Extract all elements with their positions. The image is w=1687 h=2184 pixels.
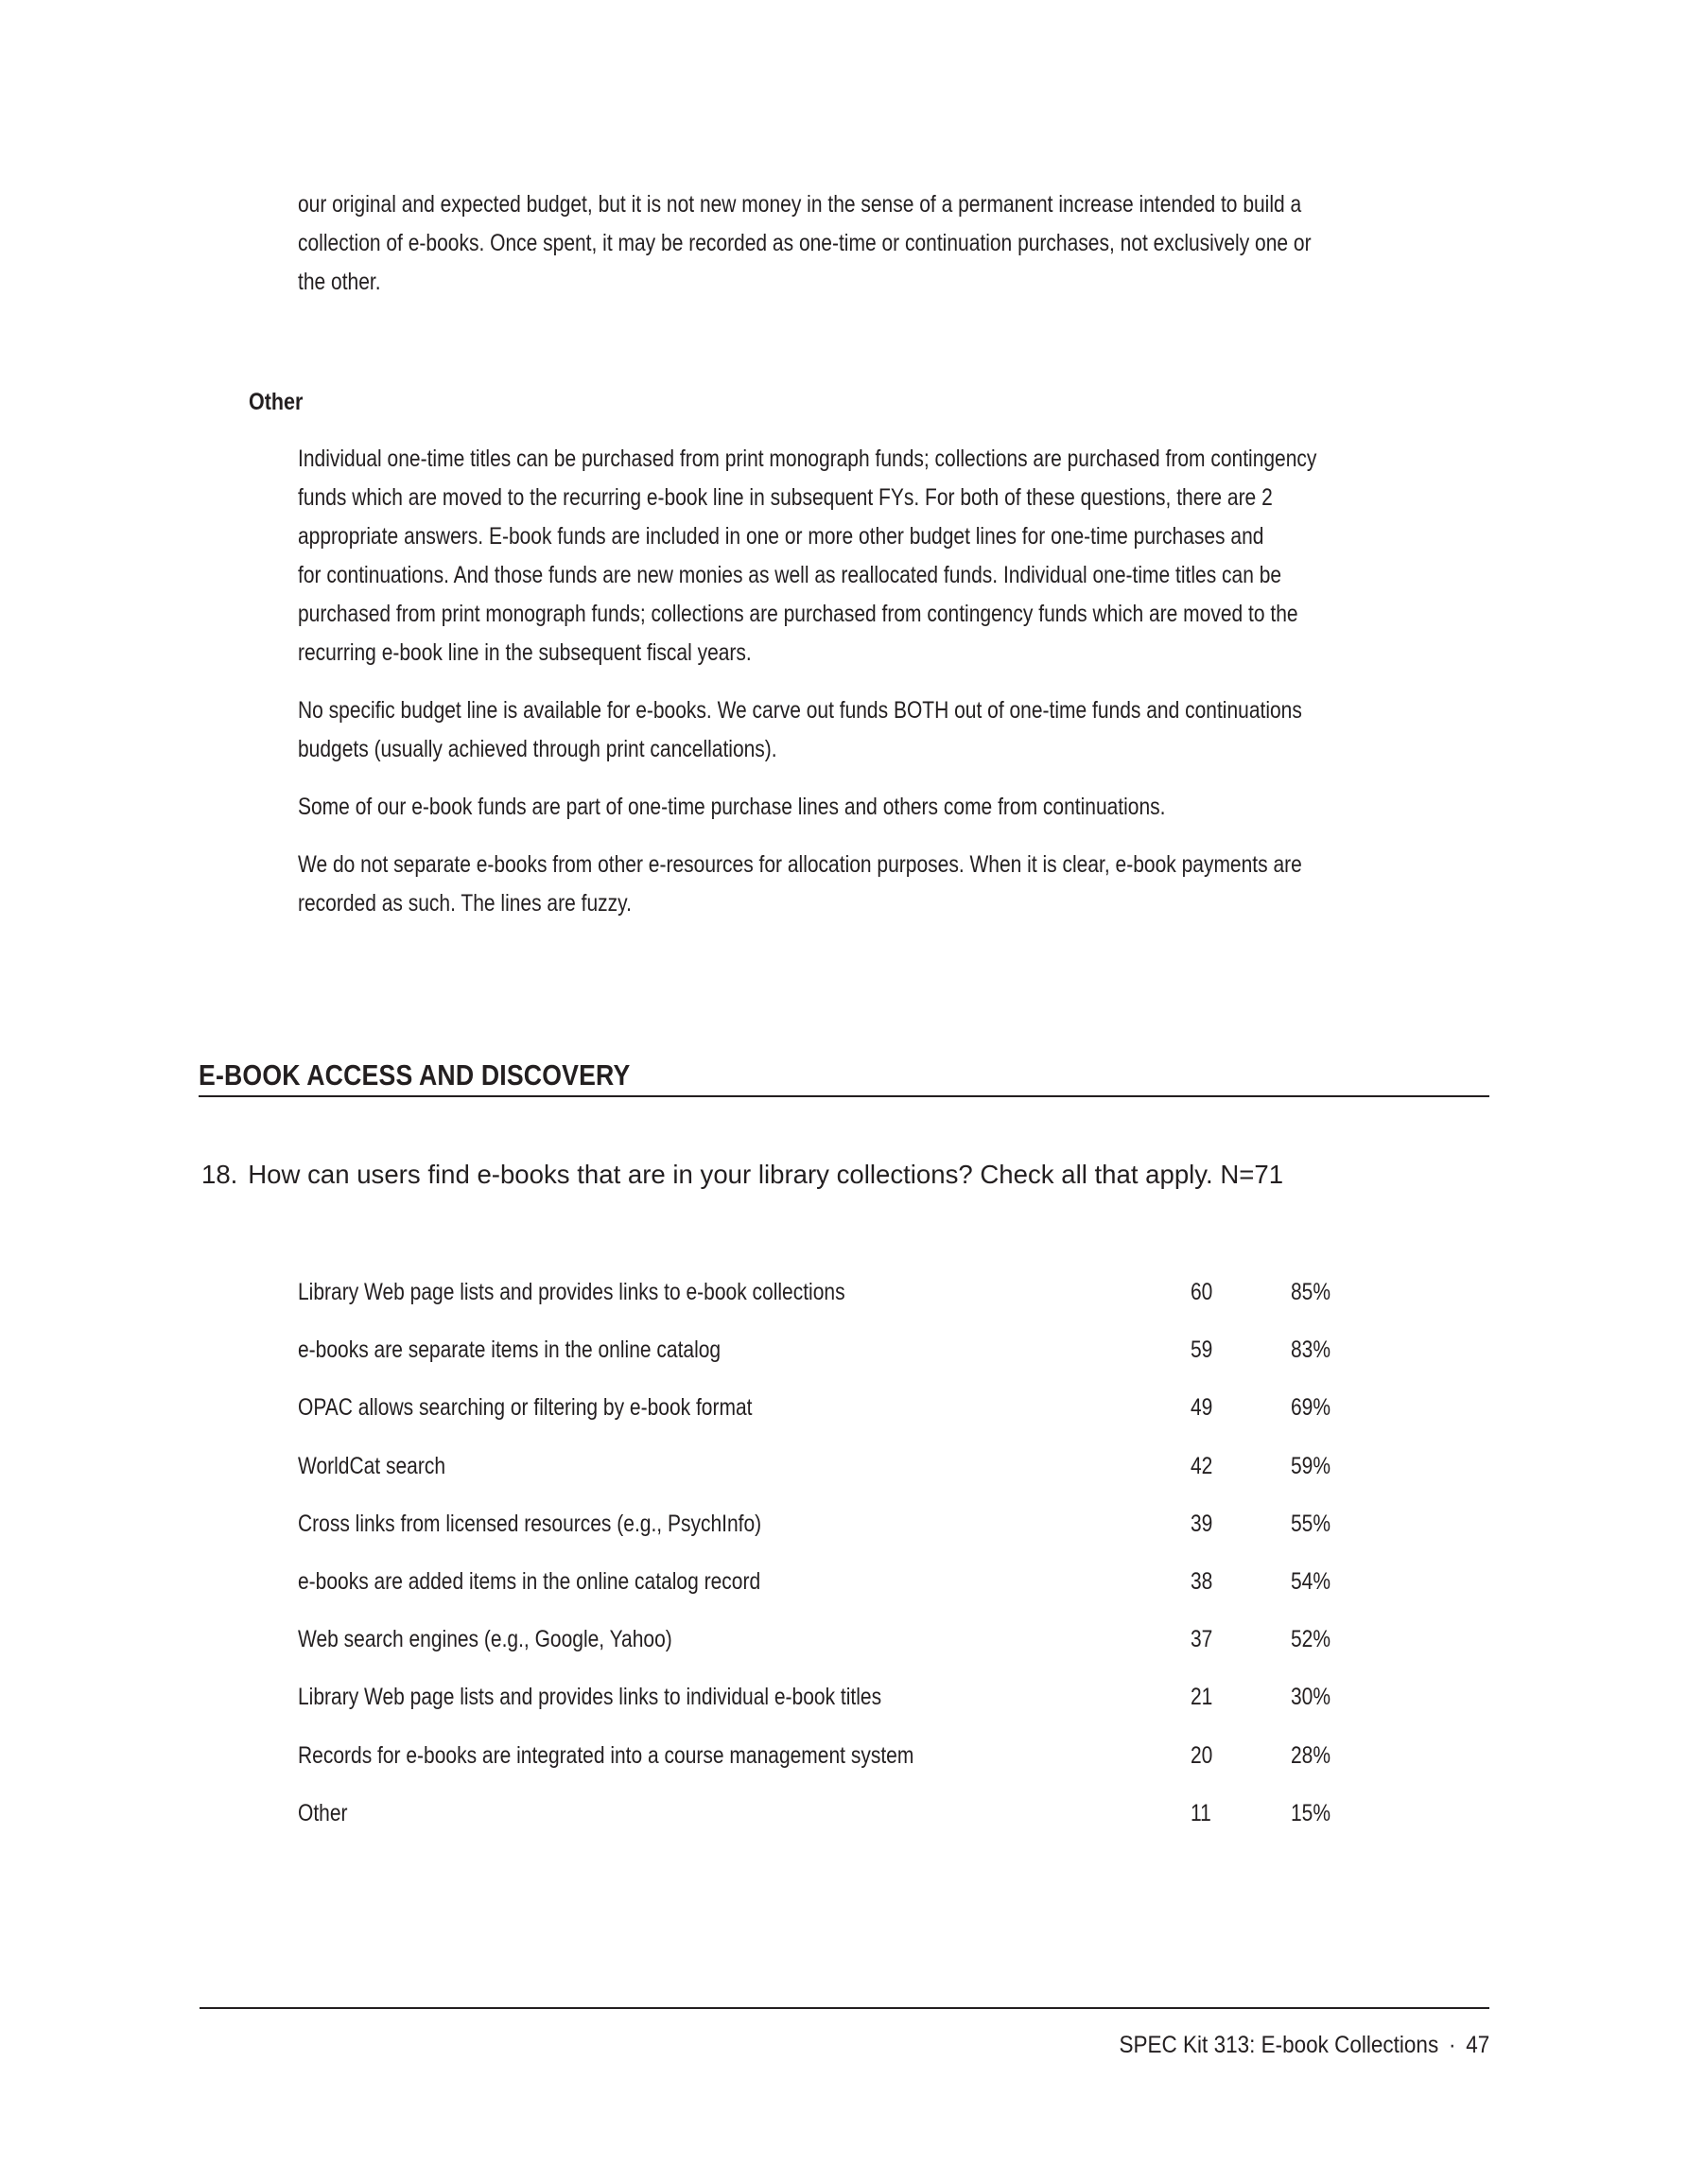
response-percent: 85% bbox=[1291, 1279, 1331, 1305]
response-label: Other bbox=[298, 1799, 348, 1826]
response-count: 11 bbox=[1191, 1799, 1211, 1826]
table-row bbox=[298, 1678, 1385, 1736]
response-count: 37 bbox=[1191, 1626, 1213, 1653]
table-row bbox=[298, 1331, 1385, 1389]
other-paragraph-2 bbox=[298, 691, 1316, 769]
response-percent: 69% bbox=[1291, 1394, 1331, 1422]
question-number: 18. bbox=[201, 1160, 238, 1189]
paragraph-line: collection of e-books. Once spent, it may be recorded as one-time or continuation purchases, not exclusively one or bbox=[298, 230, 1312, 256]
paragraph-line: Some of our e-book funds are part of one-time purchase lines and others come from continuations. bbox=[298, 794, 1166, 820]
response-percent: 15% bbox=[1291, 1799, 1331, 1826]
paragraph-line: We do not separate e-books from other e-resources for allocation purposes. When it is clear, e-book payments are bbox=[298, 851, 1302, 878]
paragraph-line: the other. bbox=[298, 269, 381, 295]
response-count: 20 bbox=[1191, 1741, 1213, 1769]
other-paragraph-4 bbox=[298, 846, 1316, 923]
table-row bbox=[298, 1737, 1385, 1794]
table-row bbox=[298, 1563, 1385, 1620]
footer-title: SPEC Kit 313: E-book Collections bbox=[1119, 2032, 1438, 2058]
table-row bbox=[298, 1620, 1385, 1678]
other-paragraph-1 bbox=[298, 440, 1316, 673]
paragraph-line: recurring e-book line in the subsequent fiscal years. bbox=[298, 639, 752, 666]
paragraph-line: recorded as such. The lines are fuzzy. bbox=[298, 890, 632, 917]
response-percent: 52% bbox=[1291, 1626, 1331, 1653]
response-label: Web search engines (e.g., Google, Yahoo) bbox=[298, 1626, 672, 1653]
page-footer bbox=[1119, 2030, 1489, 2060]
response-count: 49 bbox=[1191, 1394, 1213, 1422]
response-label: Library Web page lists and provides links to individual e-book titles bbox=[298, 1684, 882, 1711]
response-count: 21 bbox=[1191, 1684, 1213, 1711]
other-paragraph-3 bbox=[298, 788, 1316, 827]
response-percent: 55% bbox=[1291, 1510, 1331, 1537]
response-label: OPAC allows searching or filtering by e-book format bbox=[298, 1394, 753, 1422]
response-count: 39 bbox=[1191, 1510, 1213, 1537]
response-percent: 28% bbox=[1291, 1741, 1331, 1769]
continuation-paragraph bbox=[298, 185, 1504, 302]
response-label: WorldCat search bbox=[298, 1452, 446, 1479]
footer-divider bbox=[200, 2007, 1489, 2009]
response-percent: 83% bbox=[1291, 1337, 1331, 1364]
table-row bbox=[298, 1389, 1385, 1446]
paragraph-line: for continuations. And those funds are new monies as well as reallocated funds. Individual one-time titles can be bbox=[298, 562, 1282, 588]
paragraph-line: funds which are moved to the recurring e-book line in subsequent FYs. For both of these questions, there are 2 bbox=[298, 484, 1273, 511]
table-row bbox=[298, 1447, 1385, 1505]
response-percent: 54% bbox=[1291, 1567, 1331, 1595]
paragraph-line: No specific budget line is available for e-books. We carve out funds BOTH out of one-time funds and continuations bbox=[298, 697, 1302, 724]
other-subheading: Other bbox=[249, 389, 304, 415]
section-heading: E-BOOK ACCESS AND DISCOVERY bbox=[199, 1058, 631, 1092]
response-count: 38 bbox=[1191, 1567, 1213, 1595]
section-divider bbox=[199, 1095, 1489, 1097]
paragraph-line: Individual one-time titles can be purchased from print monograph funds; collections are purchased from contingency bbox=[298, 446, 1317, 472]
response-label: e-books are added items in the online catalog record bbox=[298, 1567, 761, 1595]
response-count: 60 bbox=[1191, 1279, 1213, 1305]
response-label: Records for e-books are integrated into a course management system bbox=[298, 1741, 914, 1769]
paragraph-line: appropriate answers. E-book funds are included in one or more other budget lines for one-time purchases and bbox=[298, 523, 1264, 550]
paragraph-line: our original and expected budget, but it is not new money in the sense of a permanent increase intended to build a bbox=[298, 191, 1302, 218]
table-row bbox=[298, 1273, 1385, 1331]
table-row bbox=[298, 1794, 1385, 1852]
response-percent: 59% bbox=[1291, 1452, 1331, 1479]
response-label: Cross links from licensed resources (e.g., PsychInfo) bbox=[298, 1510, 762, 1537]
footer-separator: · bbox=[1448, 2032, 1456, 2058]
response-table bbox=[298, 1273, 1385, 1852]
response-count: 59 bbox=[1191, 1337, 1213, 1364]
response-label: Library Web page lists and provides links to e-book collections bbox=[298, 1279, 845, 1305]
other-section-body bbox=[298, 440, 1511, 923]
survey-question bbox=[201, 1156, 1283, 1194]
paragraph-line: budgets (usually achieved through print cancellations). bbox=[298, 736, 777, 762]
response-count: 42 bbox=[1191, 1452, 1213, 1479]
page-number: 47 bbox=[1465, 2032, 1489, 2058]
response-percent: 30% bbox=[1291, 1684, 1331, 1711]
paragraph-line: purchased from print monograph funds; collections are purchased from contingency funds which are moved to the bbox=[298, 601, 1298, 627]
response-label: e-books are separate items in the online catalog bbox=[298, 1337, 722, 1364]
question-text: How can users find e-books that are in your library collections? Check all that apply. N=71 bbox=[248, 1160, 1284, 1189]
table-row bbox=[298, 1505, 1385, 1563]
